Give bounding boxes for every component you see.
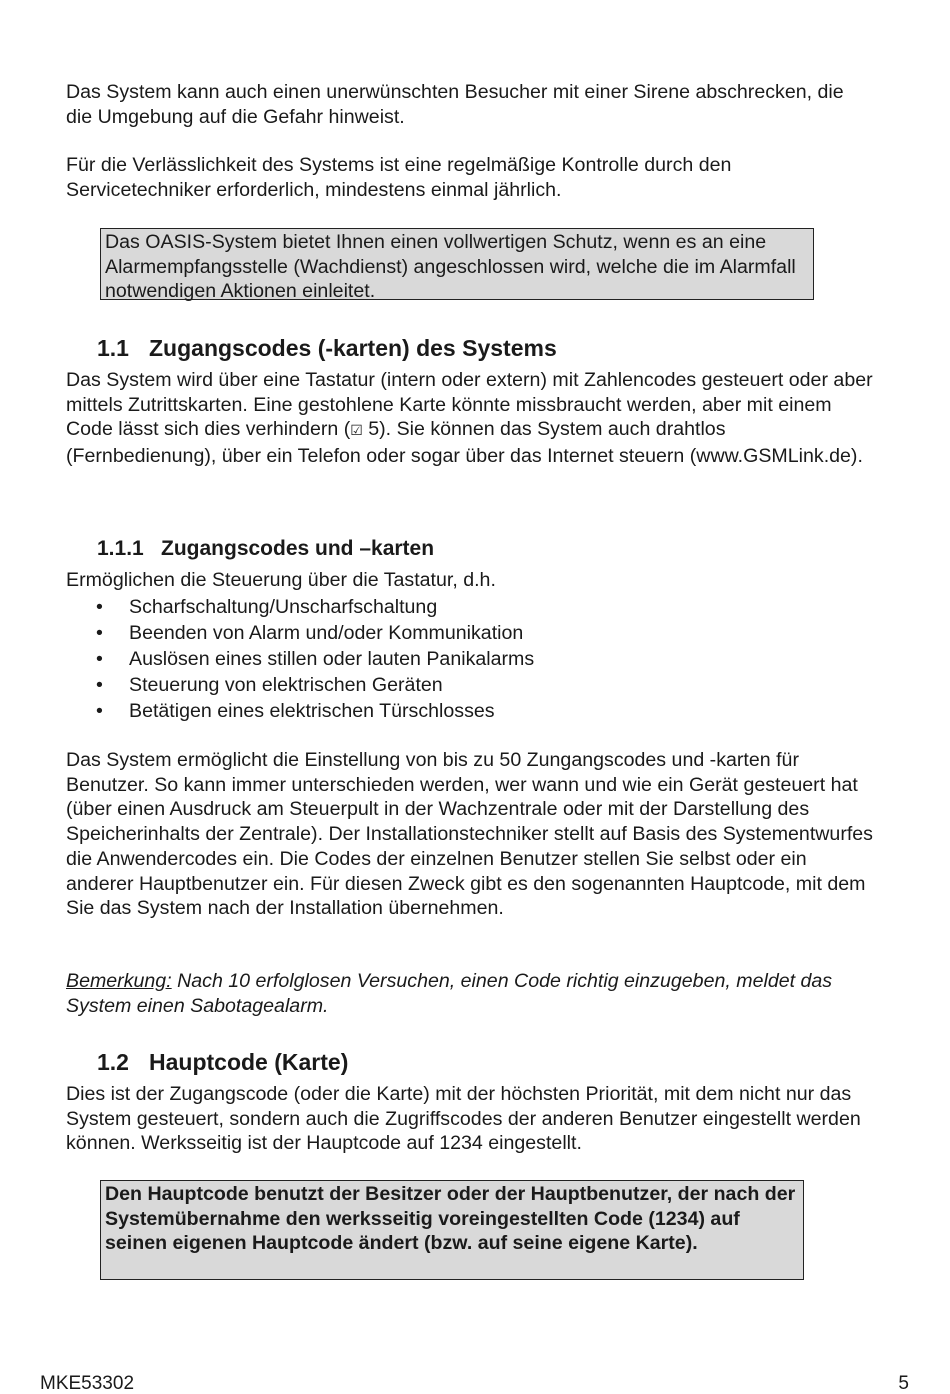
list-item: • Steuerung von elektrischen Geräten: [96, 672, 534, 698]
list-item: • Betätigen eines elektrischen Türschlosses: [96, 698, 534, 724]
list-item: • Scharfschaltung/Unscharfschaltung: [96, 594, 534, 620]
footer-page-number: 5: [898, 1373, 909, 1394]
paragraph-intro: Ermöglichen die Steuerung über die Tastatur, d.h.: [66, 569, 496, 591]
section-heading-1-1: [97, 334, 557, 362]
function-list: [96, 594, 534, 724]
paragraph-user-codes: Das System ermöglicht die Einstellung von bis zu 50 Zungangscodes und -karten für Benutzer. So kann immer unterschieden werden, wer wann und wie ein Gerät gesteuert hat (über einen Ausdruck am Steuerpult in der Wachzentrale oder mit der Darstellung des Speicherinhalts der Zentrale). Der Installationstechniker stellt auf Basis des Systementwurfes die Anwendercodes ein. Die Codes der einzelnen Benutzer stellen Sie selbst oder ein anderer Hauptbenutzer ein. Für diesen Zweck gibt es den sogenannten Hauptcode, mit dem Sie das System nach der Installation übernehmen.: [66, 749, 873, 920]
checkbox-reference-icon: ☑: [350, 423, 363, 440]
section-title: Zugangscodes (-karten) des Systems: [149, 335, 557, 361]
section-title: Hauptcode (Karte): [149, 1049, 349, 1075]
list-item: • Auslösen eines stillen oder lauten Panikalarms: [96, 646, 534, 672]
section-number: 1.1: [97, 335, 129, 361]
note-box-master-code: Den Hauptcode benutzt der Besitzer oder der Hauptbenutzer, der nach der Systemübernahme den werksseitig voreingestellten Code (1234) auf seinen eigenen Hauptcode ändert (bzw. auf seine eigene Karte).: [100, 1180, 804, 1280]
paragraph-siren: Das System kann auch einen unerwünschten Besucher mit einer Sirene abschrecken, die die Umgebung auf die Gefahr hinweist.: [66, 81, 844, 128]
paragraph-text-part: 5). Sie können das System auch drahtlos (Fernbedienung), über ein Telefon oder sogar über das Internet steuern (www.GSMLink.de).: [66, 418, 863, 468]
list-item: • Beenden von Alarm und/oder Kommunikation: [96, 620, 534, 646]
section-number: 1.2: [97, 1049, 129, 1075]
section-title: Zugangscodes und –karten: [161, 537, 435, 560]
section-heading-1-2: [97, 1048, 348, 1076]
paragraph-master-code: Dies ist der Zugangscode (oder die Karte) mit der höchsten Priorität, mit dem nicht nur das System gesteuert, sondern auch die Zugriffscodes der anderen Benutzer eingestellt werden können. Werksseitig ist der Hauptcode auf 1234 eingestellt.: [66, 1083, 861, 1155]
remark-text: Nach 10 erfolglosen Versuchen, einen Code richtig einzugeben, meldet das System einen Sabotagealarm.: [66, 970, 833, 1017]
section-heading-1-1-1: [97, 536, 434, 562]
section-number: 1.1.1: [97, 537, 144, 560]
paragraph-text-part: Das System wird über eine Tastatur (intern oder extern) mit Zahlencodes gesteuert oder aber mittels Zutrittskarten. Eine gestohlene Karte könnte missbraucht werden, aber mit einem Code lässt sich dies verhindern (: [66, 369, 873, 441]
paragraph-access-codes: [66, 368, 876, 469]
remark-label: Bemerkung:: [66, 970, 172, 992]
remark-paragraph: [66, 969, 876, 1018]
footer-doc-id: MKE53302: [40, 1373, 135, 1394]
note-box-oasis: Das OASIS-System bietet Ihnen einen vollwertigen Schutz, wenn es an eine Alarmempfangsstelle (Wachdienst) angeschlossen wird, welche die im Alarmfall notwendigen Aktionen einleitet.: [100, 228, 814, 300]
paragraph-maintenance: Für die Verlässlichkeit des Systems ist eine regelmäßige Kontrolle durch den Servicetechniker erforderlich, mindestens einmal jährlich.: [66, 154, 732, 201]
